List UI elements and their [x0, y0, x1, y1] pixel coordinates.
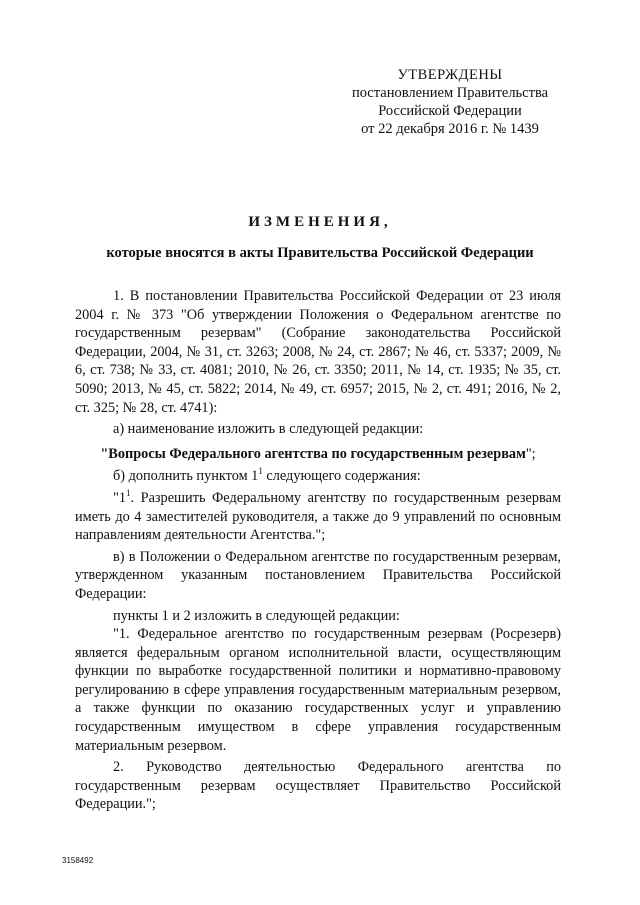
approval-title: УТВЕРЖДЕНЫ [397, 67, 503, 83]
paragraph-4-text-b: следующего содержания: [262, 468, 421, 485]
paragraph-8: "1. Федеральное агентство по государственным резервам (Росрезерв) является федеральным органом исполнительной власти, осуществляющим функции по выработке государственной политики и нормативно-правовому регулированию в сфере управления государственным материальным резервом, а также функции по оказанию государственных услуг и управлению государственным имуществом в сфере управления государственным материальным резервом. [75, 626, 561, 754]
document-body [75, 287, 561, 814]
paragraph-3 [75, 445, 561, 464]
approval-block [330, 66, 570, 138]
paragraph-4-text-a: б) дополнить пунктом 1 [113, 468, 259, 485]
paragraph-5 [75, 489, 561, 545]
paragraph-3-tail: "; [525, 445, 536, 462]
paragraph-7: пункты 1 и 2 изложить в следующей редакции: [113, 607, 400, 624]
paragraph-1: 1. В постановлении Правительства Российской Федерации от 23 июля 2004 г. № 373 "Об утверждении Положения о Федеральном агентстве по государственным резервам" (Собрание законодательства Российской Федерации, 2004, № 31, ст. 3263; 2008, № 24, ст. 2867; № 46, ст. 5337; 2009, № 6, ст. 738; № 33, ст. 4081; 2010, № 26, ст. 3350; 2011, № 14, ст. 1935; № 35, ст. 5090; 2013, № 45, ст. 5822; 2014, № 49, ст. 6957; 2015, № 2, ст. 491; 2016, № 2, ст. 325; № 28, ст. 4741): [75, 288, 561, 416]
footer-document-code: 3158492 [62, 856, 94, 865]
paragraph-4 [75, 467, 561, 486]
paragraph-5-text-b: . Разрешить Федеральному агентству по государственным резервам иметь до 4 заместителей руководителя, а также до 9 управлений по основным направлениям деятельности Агентства."; [75, 489, 561, 544]
paragraph-3-bold: "Вопросы Федерального агентства по государственным резервам [100, 445, 526, 462]
paragraph-5-superscript: 1 [126, 488, 131, 499]
paragraph-4-superscript: 1 [258, 466, 263, 477]
approval-line-1: постановлением Правительства [351, 85, 549, 101]
paragraph-6: в) в Положении о Федеральном агентстве по государственным резервам, утвержденном указанным постановлением Правительства Российской Федерации: [75, 548, 561, 602]
document-title: ИЗМЕНЕНИЯ, [248, 214, 392, 230]
paragraph-2: а) наименование изложить в следующей редакции: [113, 421, 424, 438]
paragraph-5-text-a: "1 [113, 489, 126, 506]
paragraph-9: 2. Руководство деятельностью Федерального агентства по государственным резервам осуществляет Правительство Российской Федерации."; [75, 759, 561, 813]
approval-line-2: Российской Федерации [378, 103, 522, 119]
approval-line-3: от 22 декабря 2016 г. № 1439 [361, 121, 539, 137]
document-subtitle: которые вносятся в акты Правительства Российской Федерации [106, 245, 534, 261]
